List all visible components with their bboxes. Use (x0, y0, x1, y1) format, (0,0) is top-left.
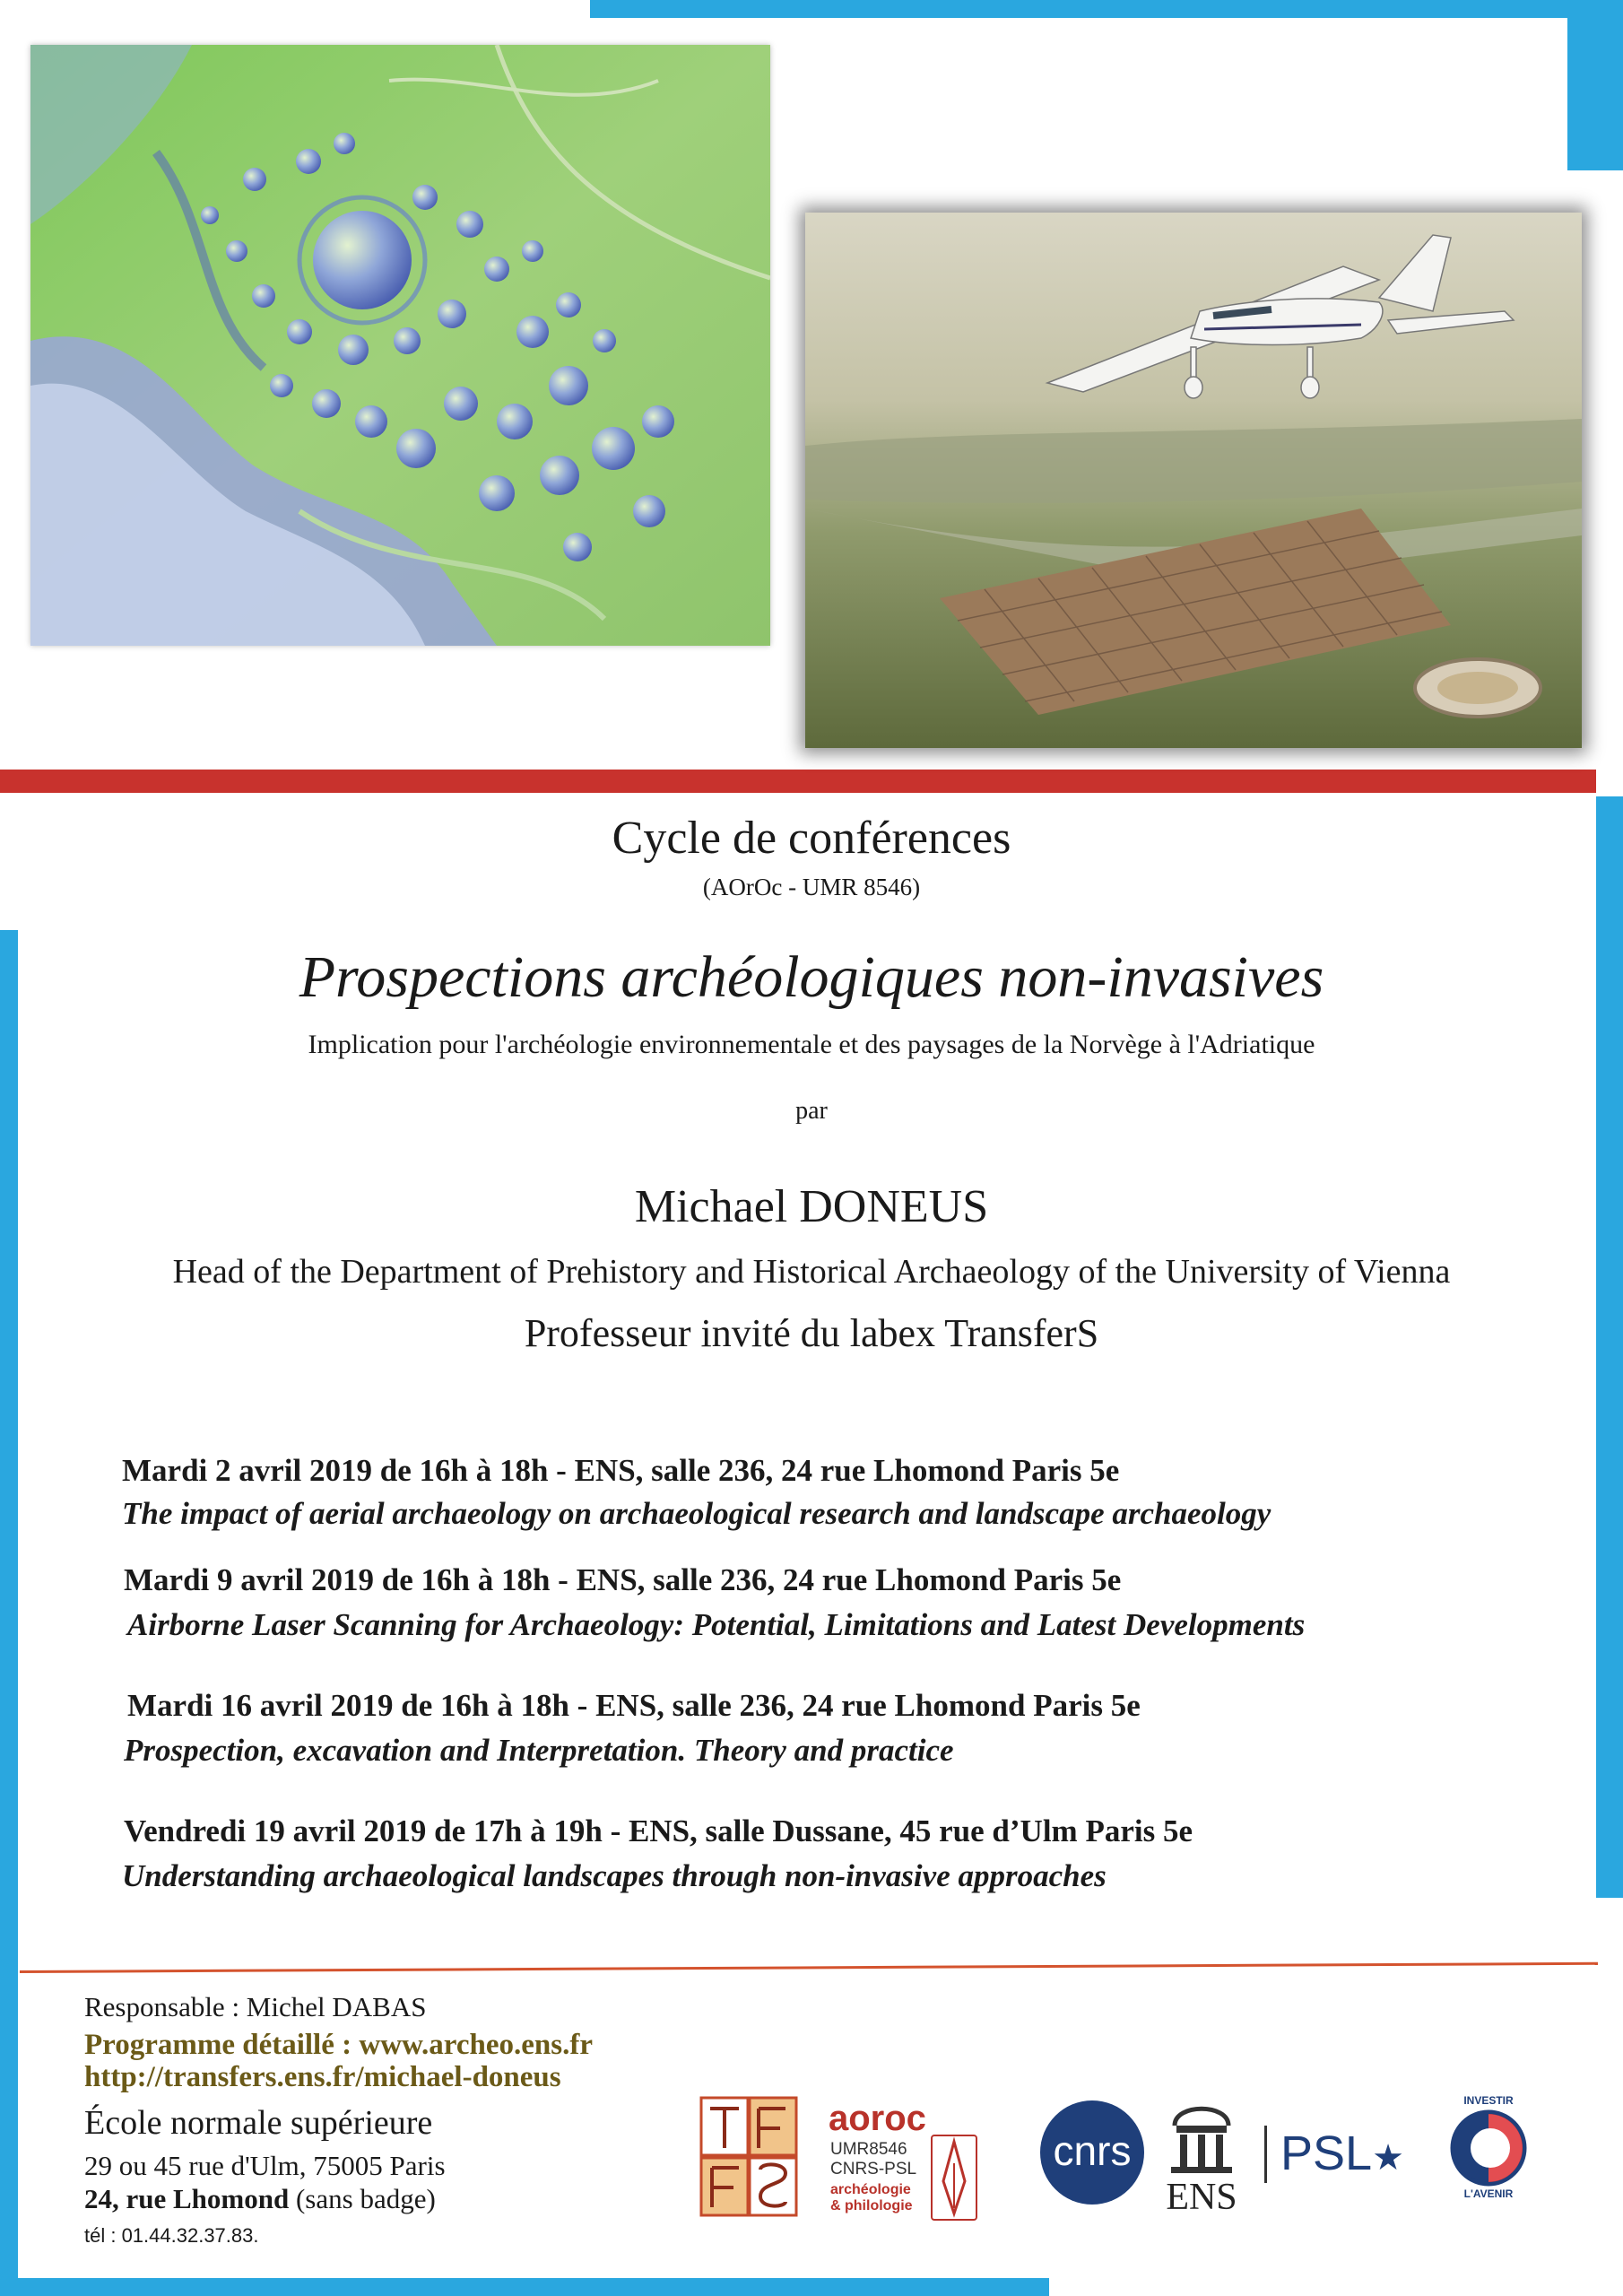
investir-avenir-logo (1435, 2094, 1542, 2202)
unit-label: (AOrOc - UMR 8546) (702, 874, 921, 900)
lecture-1-title: The impact of aerial archaeology on archaeological research and landscape archaeology (122, 1496, 1271, 1531)
top-right-blue-bar (1567, 0, 1623, 170)
aoroc-pen-icon (931, 2135, 977, 2221)
lecture-2-date: Mardi 9 avril 2019 de 16h à 18h - ENS, salle 236, 24 rue Lhomond Paris 5e (124, 1562, 1122, 1597)
footer-address-2-bold: 24, rue Lhomond (84, 2183, 290, 2214)
psl-logo-text: PSL (1280, 2126, 1373, 2180)
footer-url[interactable]: http://transfers.ens.fr/michael-doneus (84, 2061, 561, 2093)
speaker-role: Professeur invité du labex TransferS (524, 1311, 1099, 1355)
speaker-affiliation: Head of the Department of Prehistory and Historical Archaeology of the University of Vienna (172, 1253, 1451, 1291)
footer-responsable: Responsable : Michel DABAS (84, 1991, 427, 2022)
aoroc-logo-line3: archéologie (830, 2182, 911, 2197)
bottom-blue-bar (0, 2278, 1049, 2296)
aoroc-logo (823, 2099, 985, 2220)
footer-programme[interactable]: Programme détaillé : www.archeo.ens.fr (84, 2029, 593, 2061)
aoroc-logo-name: aoroc (829, 2099, 926, 2138)
aoroc-logo-line2: CNRS-PSL (830, 2160, 917, 2179)
main-title: Prospections archéologiques non-invasives (299, 944, 1324, 1010)
psl-star-icon: ★ (1372, 2138, 1404, 2178)
lecture-2-title: Airborne Laser Scanning for Archaeology: Potential, Limitations and Latest Developments (127, 1607, 1306, 1642)
par-label: par (795, 1097, 828, 1125)
top-blue-bar (590, 0, 1623, 18)
cnrs-logo (1040, 2100, 1144, 2205)
speaker-name: Michael DONEUS (634, 1181, 989, 1232)
footer-school: École normale supérieure (84, 2104, 433, 2142)
cycle-heading: Cycle de conférences (612, 813, 1011, 864)
logo-separator (1264, 2126, 1267, 2183)
aerial-reconstruction-image (805, 213, 1582, 748)
lecture-3-date: Mardi 16 avril 2019 de 16h à 18h - ENS, salle 236, 24 rue Lhomond Paris 5e (127, 1688, 1141, 1723)
aoroc-logo-line4: & philologie (830, 2198, 913, 2213)
lecture-3-title: Prospection, excavation and Interpretation. Theory and practice (124, 1733, 954, 1768)
footer-tel: tél : 01.44.32.37.83. (84, 2224, 259, 2247)
footer-address-1: 29 ou 45 rue d'Ulm, 75005 Paris (84, 2150, 446, 2181)
transfers-logo (699, 2096, 798, 2217)
ens-logo-text: ENS (1166, 2177, 1237, 2218)
psl-logo (1280, 2122, 1404, 2185)
investir-bottom-text: L'AVENIR (1463, 2187, 1514, 2200)
subtitle: Implication pour l'archéologie environnementale et des paysages de la Norvège à l'Adriatique (308, 1030, 1315, 1059)
ens-logo (1157, 2099, 1246, 2220)
footer-address-2-rest: (sans badge) (289, 2183, 436, 2214)
aoroc-logo-line1: UMR8546 (830, 2140, 907, 2159)
lecture-4-date: Vendredi 19 avril 2019 de 17h à 19h - ENS, salle Dussane, 45 rue d’Ulm Paris 5e (124, 1813, 1193, 1848)
cnrs-logo-text: cnrs (1053, 2127, 1132, 2174)
left-blue-bar (0, 930, 18, 2296)
ens-building-icon (1157, 2099, 1246, 2175)
footer-address-2 (84, 2183, 436, 2215)
red-divider (0, 770, 1596, 793)
investir-avenir-emblem-icon (1435, 2094, 1542, 2202)
lecture-4-title: Understanding archaeological landscapes through non-invasive approaches (122, 1858, 1107, 1893)
lidar-relief-image (30, 45, 770, 646)
lecture-1-date: Mardi 2 avril 2019 de 16h à 18h - ENS, salle 236, 24 rue Lhomond Paris 5e (122, 1453, 1120, 1488)
investir-top-text: INVESTIR (1463, 2094, 1514, 2107)
footer-divider (20, 1962, 1598, 1973)
